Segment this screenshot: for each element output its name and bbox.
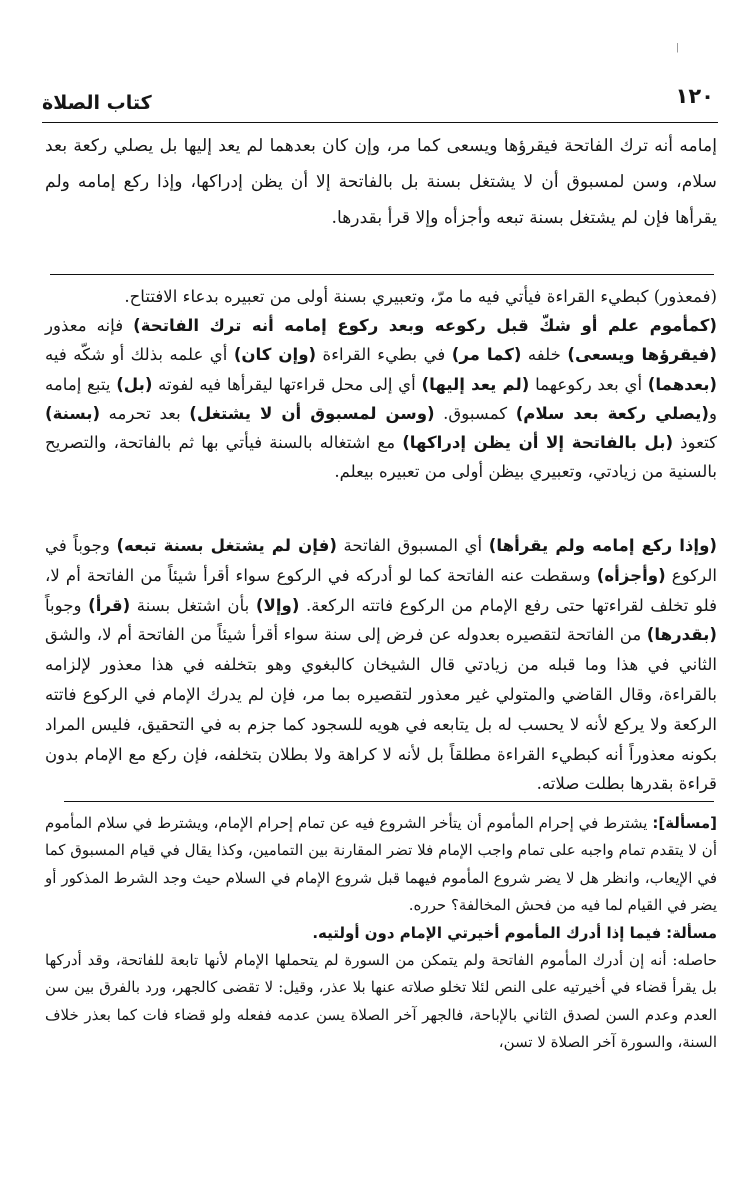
margin-notes <box>45 810 717 1057</box>
running-title: كتاب الصلاة <box>42 92 152 114</box>
matn-text: إمامه أنه ترك الفاتحة فيقرؤها ويسعى كما مر، وإن كان بعدهما لم يعد إليها بل يصلي ركعة بعد سلام، وسن لمسبوق أن لا يشتغل بسنة بل بالفاتحة إلا أن يظن إدراكها، وإذا ركع إمامه ولم يقرأها فإن لم يشتغل بسنة تبعه وأجزأه وإلا قرأ بقدرها. <box>45 136 717 228</box>
quoted-matn: (لم يعد إليها) <box>421 374 530 394</box>
header-rule <box>42 122 718 123</box>
commentary-text: بأن اشتغل بسنة <box>136 595 250 615</box>
page-number: ١٢٠ <box>675 84 714 108</box>
quoted-matn: (بل بالفاتحة إلا أن يظن إدراكها) <box>402 433 674 453</box>
quoted-matn: (كمأموم علم أو شكّ قبل ركوعه وبعد ركوع إمامه أنه ترك الفاتحة) <box>133 316 717 336</box>
commentary-paragraph-1 <box>45 282 717 486</box>
commentary-text: كمسبوق. <box>443 403 508 423</box>
note-label: مسألة: <box>666 923 717 942</box>
commentary-text: خلفه <box>527 345 561 365</box>
commentary-text: وجوباً <box>45 595 82 615</box>
matn-divider <box>50 274 714 275</box>
commentary-text: أي المسبوق الفاتحة <box>343 536 483 555</box>
commentary-text: أي علمه بذلك أو شكّه فيه <box>45 345 228 365</box>
quoted-matn: (وإلا) <box>255 595 300 615</box>
commentary-text: وجوباً في الركوع <box>45 536 717 585</box>
commentary-text: يتبع إمامه و <box>45 374 717 423</box>
quoted-matn: (فيقرؤها ويسعى) <box>567 345 717 365</box>
notes-divider <box>64 801 714 802</box>
quoted-matn: (كما مر) <box>451 345 522 365</box>
quoted-matn: (وأجزأه) <box>596 565 666 585</box>
quoted-matn: (وإذا ركع إمامه ولم يقرأها) <box>488 536 718 555</box>
commentary-text: أي بعد ركوعهما <box>535 374 643 394</box>
quoted-matn: (بقدرها) <box>646 625 717 645</box>
commentary-text: وسقطت عنه الفاتحة كما لو أدركه في الركوع سواء أقرأ شيئاً من الفاتحة أم لا، فلو تخلف لقراءتها حتى رفع الإمام من الركوع فاتته الركعة. <box>45 565 718 615</box>
page-header <box>42 84 714 120</box>
note-text: حاصله: أنه إن أدرك المأموم الفاتحة ولم يتمكن من السورة لم يتحملها الإمام لأنها تابعة للفاتحة، وقد أدركها بل يقرأ قضاء في أخيرتيه على النص لئلا تخلو صلاته عنها بلا عذر، وقيل: لا تقضى كالجهر، ورد بالفرق بين سن العدم وعدم السن لصدق الثاني بالإباحة، فالجهر آخر الصلاة يسن عدمه ففعله ولو قضاء فات كما بعذر خلاف السنة، والسورة آخر الصلاة لا تسن، <box>45 951 717 1052</box>
note-text: يشترط في إحرام المأموم أن يتأخر الشروع فيه عن تمام إحرام الإمام، ويشترط في سلام المأموم أن لا يتقدم تمام واجبه على تمام واجب الإمام فلا تضر المقارنة بين التمامين، وكذا يقال في قيام المسبوق كما في الإيعاب، وانظر هل لا يضر شروع المأموم فيهما قبل شروع الإمام في السلام حيث وجد الشرط المذكور أو يضر في القيام لما فيه من فحش المخالفة؟ حرره. <box>45 814 717 915</box>
quoted-matn: (بعدهما) <box>647 374 718 394</box>
commentary-text: من الفاتحة لتقصيره بعدوله عن فرض إلى سنة سواء أقرأ شيئاً من الفاتحة أم لا، والشق الثاني في هذا وما قبله من زيادتي قال الشيخان كالبغوي وهو بتخلفه في هذا معذور لإلزامه بالقراءة، وقال القاضي والمتولي غير معذور لتقصيره بما مر، فإن لم يدرك الإمام في الركوع فاتته الركعة ولا يركع لأنه لا يحسب له بل يتابعه في هويه للسجود كما جزم به في التحقيق، فليس المراد بكونه معذوراً أنه كبطيء القراءة مطلقاً بل لأنه لا كراهة ولا بطلان بتخلفه، فإن ركع مع الإمام بدون قراءة بقدرها بطلت صلاته. <box>45 625 717 794</box>
quoted-matn: (قرأ) <box>88 595 131 615</box>
note-heading: فيما إذا أدرك المأموم أخيرتي الإمام دون أولتيه. <box>312 923 662 942</box>
commentary-text: في بطيء القراءة <box>322 345 446 365</box>
quoted-matn: (يصلي ركعة بعد سلام) <box>515 403 709 423</box>
commentary-text: بعد تحرمه <box>108 403 181 423</box>
commentary-text: كتعوذ <box>680 433 718 453</box>
commentary-paragraph-2 <box>45 531 717 799</box>
quoted-matn: (بسنة) <box>45 403 101 423</box>
commentary-text: أي إلى محل قراءتها ليقرأها فيه لفوته <box>158 374 416 394</box>
commentary-text: (فمعذور) كبطيء القراءة فيأتي فيه ما مرّ، وتعبيري بسنة أولى من تعبيره بدعاء الافتتاح. <box>124 287 717 306</box>
quoted-matn: (وسن لمسبوق أن لا يشتغل) <box>189 403 435 423</box>
note-label: [مسألة]: <box>652 814 717 832</box>
quoted-matn: (فإن لم يشتغل بسنة تبعه) <box>116 536 337 555</box>
quoted-matn: (بل) <box>116 374 153 394</box>
commentary-text: مع اشتغاله بالسنة فيأتي بها ثم بالفاتحة، والتصريح بالسنية من زيادتي، وتعبيري بيظن أولى من تعبيره بيعلم. <box>45 433 717 482</box>
commentary-text: فإنه معذور <box>45 316 124 336</box>
quoted-matn: (وإن كان) <box>233 345 317 365</box>
scan-mark: | <box>676 43 680 53</box>
